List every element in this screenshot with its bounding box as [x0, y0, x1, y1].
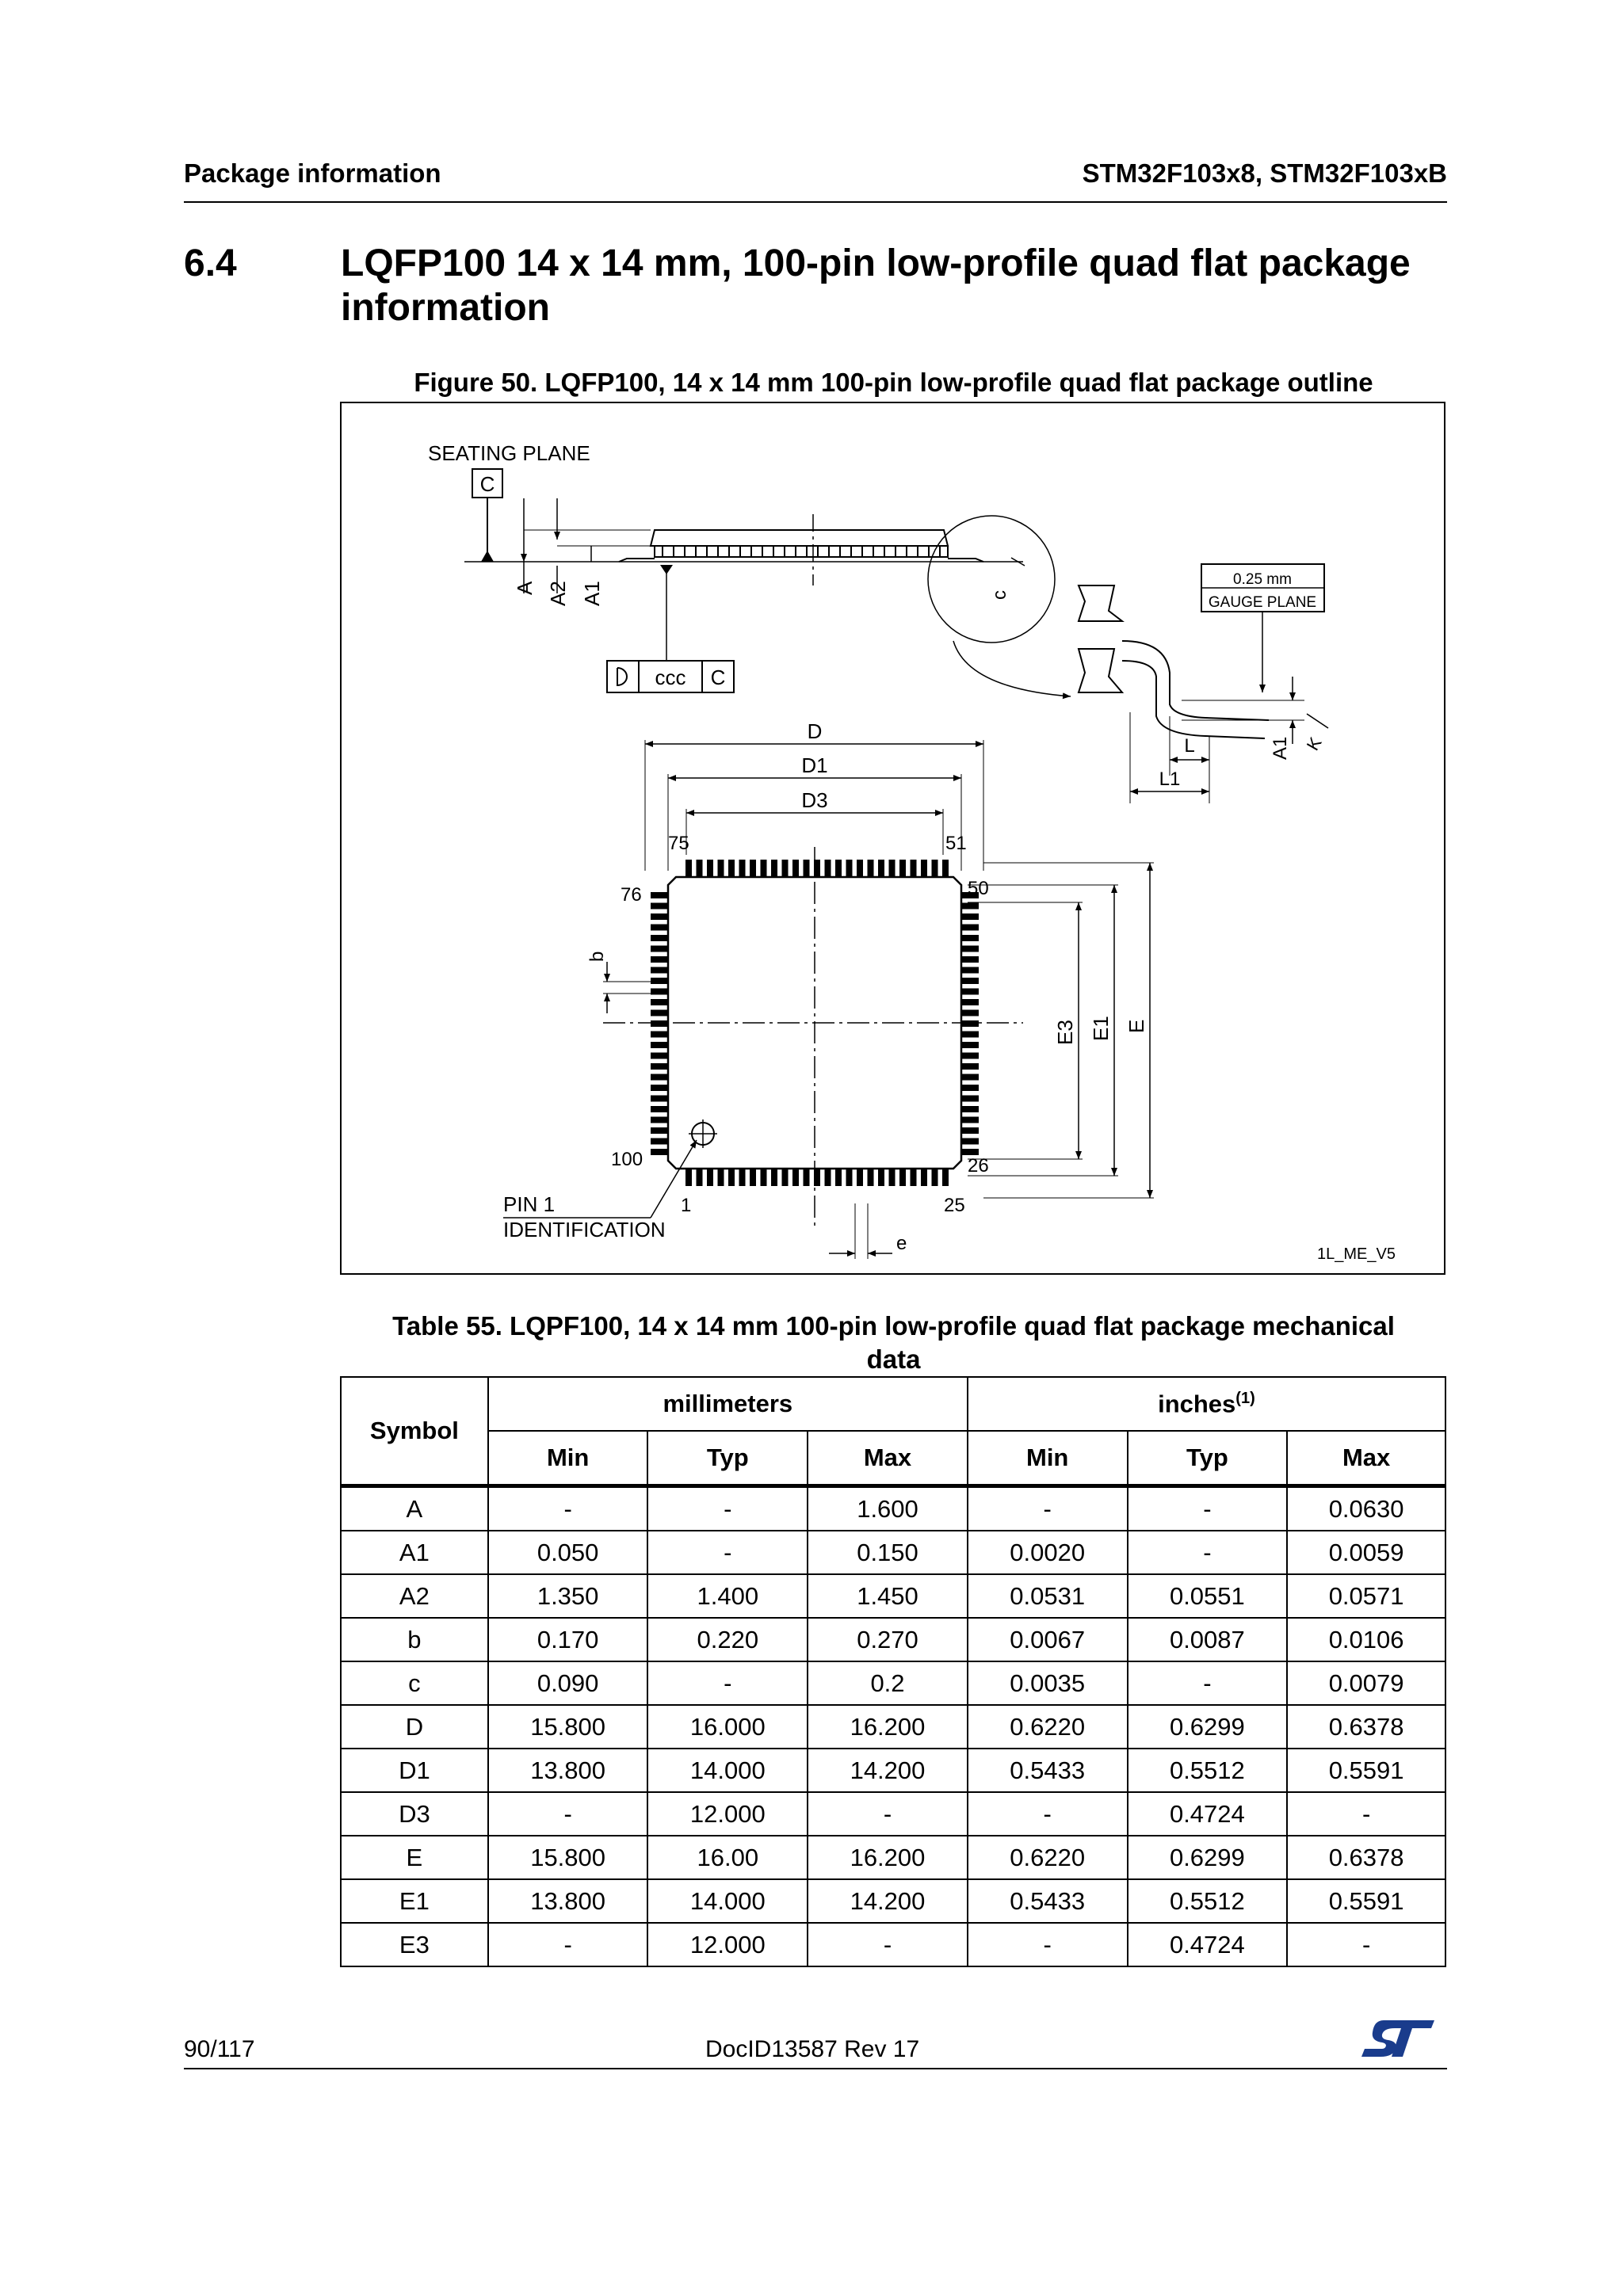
package-pin [889, 860, 896, 877]
package-pin [707, 860, 713, 877]
package-pin [961, 999, 979, 1005]
col-typ-in: Typ [1128, 1431, 1288, 1486]
package-pin [846, 860, 853, 877]
package-pin [878, 860, 884, 877]
header-rule [184, 201, 1447, 203]
value-cell: - [968, 1486, 1128, 1531]
package-pin [846, 1169, 853, 1186]
value-cell: - [488, 1486, 648, 1531]
package-pin [750, 860, 756, 877]
pin51-label: 51 [945, 833, 967, 854]
col-min-mm: Min [488, 1431, 648, 1486]
dim-e3-label: E3 [1053, 1020, 1077, 1045]
package-pin [932, 1169, 938, 1186]
value-cell: 14.000 [647, 1879, 808, 1923]
value-cell: 12.000 [647, 1792, 808, 1836]
value-cell: - [1287, 1792, 1445, 1836]
table-caption-line1: Table 55. LQPF100, 14 x 14 mm 100-pin low-profile quad flat package mechanical [392, 1311, 1395, 1341]
value-cell: 16.00 [647, 1836, 808, 1879]
package-pin [961, 1085, 979, 1091]
package-pin [771, 860, 777, 877]
dim-k-label: K [1302, 734, 1326, 754]
pin100-label: 100 [611, 1149, 643, 1170]
dim-a2-label: A2 [546, 581, 570, 606]
package-pin [651, 1020, 668, 1027]
st-logo [1360, 2019, 1436, 2058]
package-pin [921, 1169, 927, 1186]
package-pin [771, 1169, 777, 1186]
value-cell: - [808, 1923, 968, 1966]
package-pin [961, 935, 979, 941]
package-pin [961, 1149, 979, 1155]
package-pin [868, 860, 874, 877]
package-pin [651, 1042, 668, 1048]
dim-l-label: L [1184, 735, 1195, 757]
pin1-id-line2: IDENTIFICATION [503, 1218, 666, 1241]
value-cell: 0.0035 [968, 1661, 1128, 1705]
value-cell: 0.6378 [1287, 1836, 1445, 1879]
table-row [341, 1923, 1445, 1966]
table-row [341, 1661, 1445, 1705]
dim-l1-label: L1 [1159, 769, 1181, 790]
package-pin [782, 1169, 789, 1186]
package-pin [961, 1020, 979, 1027]
package-pin [961, 967, 979, 974]
symbol-cell: A [341, 1486, 488, 1531]
value-cell: - [968, 1923, 1128, 1966]
table-row [341, 1618, 1445, 1661]
value-cell: 0.5512 [1128, 1879, 1288, 1923]
gauge-plane-label: GAUGE PLANE [1208, 594, 1317, 611]
package-pin [961, 1042, 979, 1048]
value-cell: 0.0020 [968, 1531, 1128, 1574]
package-pin [651, 1117, 668, 1123]
value-cell: 0.5591 [1287, 1749, 1445, 1792]
package-pin [961, 913, 979, 920]
value-cell: - [1128, 1661, 1288, 1705]
col-min-in: Min [968, 1431, 1128, 1486]
symbol-cell: A2 [341, 1574, 488, 1618]
table-row [341, 1705, 1445, 1749]
package-pin [804, 1169, 810, 1186]
running-header-product: STM32F103x8, STM32F103xB [1082, 158, 1447, 188]
pin76-label: 76 [621, 884, 642, 906]
value-cell: 1.600 [808, 1486, 968, 1531]
package-pin [728, 1169, 735, 1186]
value-cell: 1.400 [647, 1574, 808, 1618]
package-pin [899, 860, 906, 877]
mechanical-data-table [340, 1376, 1446, 1967]
col-group-mm-header: millimeters [488, 1377, 968, 1431]
package-pin [697, 860, 703, 877]
pins-bottom-row [685, 1169, 949, 1186]
value-cell: 16.200 [808, 1705, 968, 1749]
package-pin [685, 860, 692, 877]
value-cell: 0.0630 [1287, 1486, 1445, 1531]
package-pin [857, 860, 863, 877]
col-typ-mm: Typ [647, 1431, 808, 1486]
value-cell: - [647, 1531, 808, 1574]
value-cell: 16.000 [647, 1705, 808, 1749]
value-cell: 14.000 [647, 1749, 808, 1792]
value-cell: 0.5591 [1287, 1879, 1445, 1923]
table-row [341, 1879, 1445, 1923]
dim-b-label: b [586, 951, 608, 962]
value-cell: 12.000 [647, 1923, 808, 1966]
value-cell: 0.270 [808, 1618, 968, 1661]
package-pin [942, 1169, 949, 1186]
value-cell: - [647, 1661, 808, 1705]
dim-e-label: E [1125, 1019, 1148, 1033]
symbol-cell: A1 [341, 1531, 488, 1574]
table-caption-line2: data [866, 1344, 921, 1374]
value-cell: 0.170 [488, 1618, 648, 1661]
package-pin [961, 1117, 979, 1123]
package-pin [857, 1169, 863, 1186]
value-cell: 0.0059 [1287, 1531, 1445, 1574]
pin75-label: 75 [668, 833, 689, 854]
package-pin [961, 1063, 979, 1070]
package-pin [651, 913, 668, 920]
table-row [341, 1574, 1445, 1618]
package-pin [651, 892, 668, 898]
package-pin [728, 860, 735, 877]
value-cell: 14.200 [808, 1879, 968, 1923]
package-pin [651, 946, 668, 952]
package-pin [651, 1106, 668, 1112]
symbol-cell: E3 [341, 1923, 488, 1966]
pin50-label: 50 [968, 878, 989, 899]
value-cell: 0.090 [488, 1661, 648, 1705]
ccc-datum-label: C [710, 666, 726, 689]
package-pin [961, 946, 979, 952]
table-row [341, 1486, 1445, 1531]
dim-c-label: c [989, 590, 1010, 600]
value-cell: - [1128, 1486, 1288, 1531]
symbol-cell: b [341, 1618, 488, 1661]
value-cell: 1.350 [488, 1574, 648, 1618]
package-pin [835, 860, 842, 877]
package-pin [651, 978, 668, 984]
package-pin [651, 967, 668, 974]
pin1-label: 1 [681, 1195, 692, 1216]
package-pin [921, 860, 927, 877]
pin25-label: 25 [944, 1195, 965, 1216]
package-pin [825, 1169, 831, 1186]
value-cell: - [968, 1792, 1128, 1836]
value-cell: - [488, 1923, 648, 1966]
package-pin [911, 1169, 917, 1186]
gauge-value-label: 0.25 mm [1233, 571, 1292, 588]
value-cell: 0.4724 [1128, 1792, 1288, 1836]
symbol-cell: D1 [341, 1749, 488, 1792]
package-pin [651, 925, 668, 931]
footer-rule [184, 2068, 1447, 2069]
package-body-side [651, 530, 948, 546]
value-cell: 0.0087 [1128, 1618, 1288, 1661]
value-cell: 0.0571 [1287, 1574, 1445, 1618]
package-pin [761, 860, 767, 877]
package-pin [961, 1127, 979, 1134]
package-pin [961, 925, 979, 931]
value-cell: 0.220 [647, 1618, 808, 1661]
package-pin [932, 860, 938, 877]
value-cell: - [488, 1792, 648, 1836]
package-pin [651, 956, 668, 963]
package-pin [889, 1169, 896, 1186]
package-pin [651, 1149, 668, 1155]
package-pin [739, 1169, 746, 1186]
ccc-label: ccc [655, 666, 686, 689]
dim-d-label: D [807, 719, 823, 743]
package-pin [792, 1169, 799, 1186]
package-pin [825, 860, 831, 877]
package-pin [651, 903, 668, 910]
section-title: LQFP100 14 x 14 mm, 100-pin low-profile quad flat package information [341, 242, 1411, 329]
value-cell: - [647, 1486, 808, 1531]
package-pin [761, 1169, 767, 1186]
dim-e-pitch-label: e [896, 1233, 907, 1254]
value-cell: 0.0531 [968, 1574, 1128, 1618]
value-cell: 0.0106 [1287, 1618, 1445, 1661]
value-cell: 0.6220 [968, 1705, 1128, 1749]
package-pin [651, 935, 668, 941]
table-body [341, 1486, 1445, 1967]
package-pin [942, 860, 949, 877]
package-pin [961, 978, 979, 984]
value-cell: 16.200 [808, 1836, 968, 1879]
package-pin [651, 1063, 668, 1070]
package-pin [651, 1127, 668, 1134]
table-row [341, 1749, 1445, 1792]
pin26-label: 26 [968, 1155, 989, 1177]
package-pin [878, 1169, 884, 1186]
package-pin [651, 999, 668, 1005]
value-cell: 0.5433 [968, 1749, 1128, 1792]
symbol-cell: E [341, 1836, 488, 1879]
col-max-mm: Max [808, 1431, 968, 1486]
value-cell: 0.150 [808, 1531, 968, 1574]
value-cell: 15.800 [488, 1705, 648, 1749]
package-pin [911, 860, 917, 877]
package-pin [961, 1053, 979, 1059]
value-cell: - [1128, 1531, 1288, 1574]
package-pin [782, 860, 789, 877]
package-pin [835, 1169, 842, 1186]
col-group-inches-header [968, 1377, 1445, 1431]
value-cell: 0.0067 [968, 1618, 1128, 1661]
value-cell: 0.5433 [968, 1879, 1128, 1923]
package-pin [868, 1169, 874, 1186]
value-cell: - [808, 1792, 968, 1836]
detail-a1-label: A1 [1270, 736, 1291, 760]
package-outline-figure [340, 402, 1445, 1275]
dim-d1-label: D1 [801, 753, 828, 777]
value-cell: 0.050 [488, 1531, 648, 1574]
value-cell: 1.450 [808, 1574, 968, 1618]
symbol-cell: D3 [341, 1792, 488, 1836]
page-number: 90/117 [184, 2036, 255, 2062]
value-cell: 0.0079 [1287, 1661, 1445, 1705]
package-pin [651, 1085, 668, 1091]
package-pin [685, 1169, 692, 1186]
package-pin [961, 1074, 979, 1081]
package-pin [651, 1138, 668, 1145]
value-cell: 0.4724 [1128, 1923, 1288, 1966]
col-symbol-header: Symbol [341, 1377, 488, 1486]
symbol-cell: D [341, 1705, 488, 1749]
section-number: 6.4 [184, 242, 237, 284]
package-pin [739, 860, 746, 877]
value-cell: 13.800 [488, 1879, 648, 1923]
document-id: DocID13587 Rev 17 [705, 2036, 920, 2062]
inches-label: inches [1158, 1390, 1236, 1418]
value-cell: 0.6299 [1128, 1836, 1288, 1879]
pin1-id-line1: PIN 1 [503, 1192, 556, 1216]
running-header-section: Package information [184, 158, 441, 188]
dim-a-label: A [513, 581, 537, 595]
package-pin [750, 1169, 756, 1186]
table-row [341, 1531, 1445, 1574]
package-pin [792, 860, 799, 877]
package-pin [707, 1169, 713, 1186]
symbol-cell: c [341, 1661, 488, 1705]
package-pin [961, 1138, 979, 1145]
package-pin [651, 1074, 668, 1081]
table-row [341, 1792, 1445, 1836]
inches-footnote-ref: (1) [1235, 1389, 1255, 1407]
package-pin [961, 1106, 979, 1112]
dim-d3-label: D3 [801, 788, 828, 812]
dim-a1-label: A1 [580, 581, 604, 606]
value-cell: 0.6299 [1128, 1705, 1288, 1749]
seating-plane-label: SEATING PLANE [428, 441, 590, 465]
value-cell: - [1287, 1923, 1445, 1966]
value-cell: 0.2 [808, 1661, 968, 1705]
value-cell: 0.6378 [1287, 1705, 1445, 1749]
gauge-lead-profile [1122, 641, 1269, 720]
package-pin [961, 989, 979, 995]
st-logo-icon [1360, 2019, 1436, 2058]
package-pin [718, 860, 724, 877]
package-pin [961, 1010, 979, 1016]
package-pin [718, 1169, 724, 1186]
drawing-ref-code: 1L_ME_V5 [1317, 1245, 1396, 1263]
package-pin [899, 1169, 906, 1186]
detail-circle [928, 516, 1055, 643]
value-cell: 15.800 [488, 1836, 648, 1879]
package-pin [651, 1096, 668, 1102]
package-pin [804, 860, 810, 877]
detail-leader [953, 641, 1071, 696]
flatness-icon [617, 668, 627, 685]
package-pin [961, 956, 979, 963]
pins-left-column [651, 892, 668, 1155]
package-pin [961, 1032, 979, 1038]
package-pin [961, 903, 979, 910]
package-pin [651, 1053, 668, 1059]
datum-c-triangle [481, 551, 494, 562]
package-pin [697, 1169, 703, 1186]
side-view-leads [663, 547, 940, 556]
col-max-in: Max [1287, 1431, 1445, 1486]
value-cell: 14.200 [808, 1749, 968, 1792]
package-pin [651, 1010, 668, 1016]
value-cell: 0.0551 [1128, 1574, 1288, 1618]
package-leads-side [655, 546, 948, 557]
value-cell: 0.5512 [1128, 1749, 1288, 1792]
symbol-cell: E1 [341, 1879, 488, 1923]
value-cell: 0.6220 [968, 1836, 1128, 1879]
pins-top-row [685, 860, 949, 877]
table-row [341, 1836, 1445, 1879]
datum-c-label: C [479, 472, 495, 496]
dim-e1-label: E1 [1089, 1016, 1113, 1041]
value-cell: 13.800 [488, 1749, 648, 1792]
package-pin [961, 1096, 979, 1102]
package-pin [651, 1032, 668, 1038]
pins-right-column [961, 892, 979, 1155]
package-outline-drawing [342, 403, 1447, 1276]
figure-caption: Figure 50. LQFP100, 14 x 14 mm 100-pin low-profile quad flat package outline [414, 368, 1373, 397]
